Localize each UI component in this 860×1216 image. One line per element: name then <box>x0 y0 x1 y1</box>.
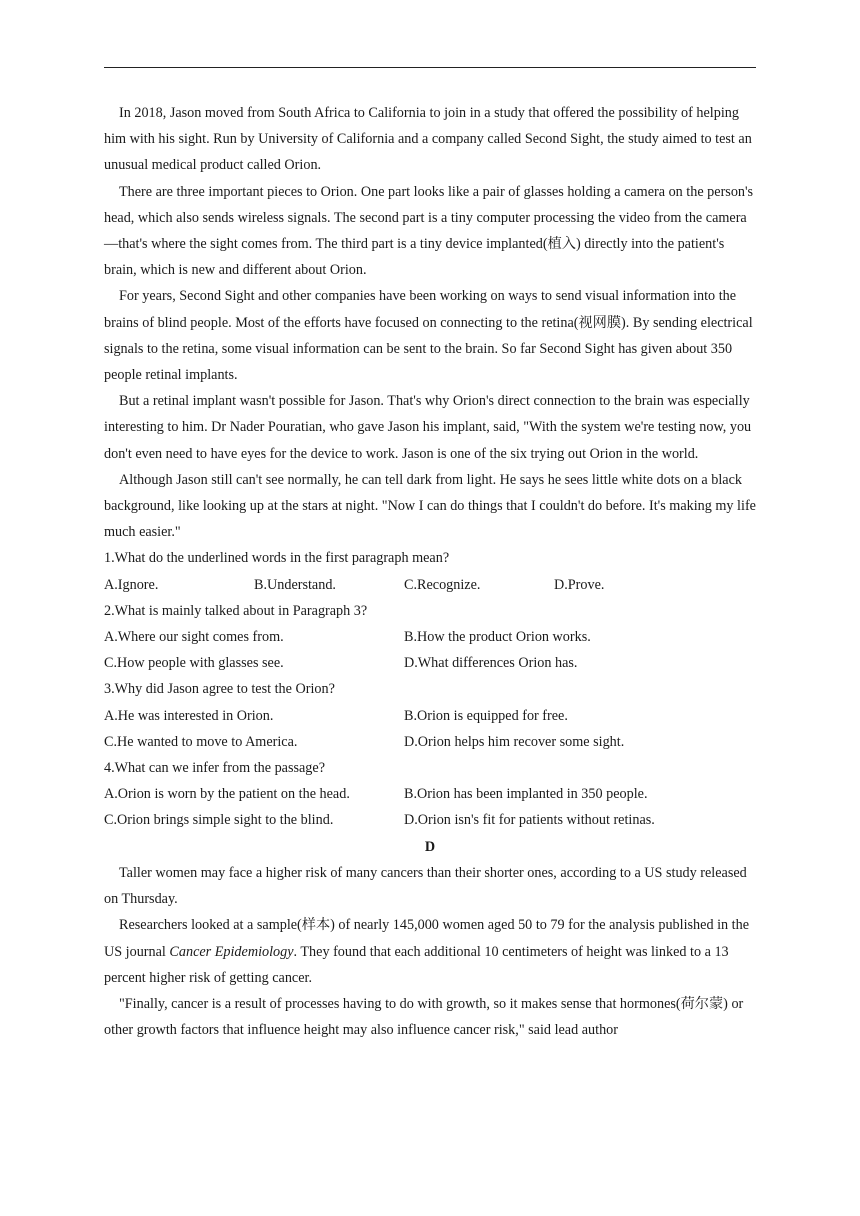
passage-c-paragraph-1: In 2018, Jason moved from South Africa to California to join in a study that offered the possibility of helping him with his sight. Run by University of California and a company called Second Sight, the study aimed to test an unusual medical product called Orion. <box>104 105 752 174</box>
passage-c-paragraph-4: But a retinal implant wasn't possible for Jason. That's why Orion's direct connection to the brain was especially interesting to him. Dr Nader Pouratian, who gave Jason his implant, said, "With the system we're testing now, you don't even need to have eyes for the device to work. Jason is one of the six trying out Orion in the world. <box>104 393 752 462</box>
question-3-options-row-1 <box>104 703 756 729</box>
section-d-paragraph-2 <box>104 912 756 991</box>
question-2-option-c: C.How people with glasses see. <box>104 655 284 672</box>
question-2-option-b: B.How the product Orion works. <box>404 629 591 646</box>
question-4-option-b: B.Orion has been implanted in 350 people. <box>404 786 648 803</box>
section-d-paragraph-1: Taller women may face a higher risk of many cancers than their shorter ones, according to a US study released on Thursday. <box>104 864 747 908</box>
question-4-options-row-2 <box>104 807 756 833</box>
passage-c-paragraph-3: For years, Second Sight and other companies have been working on ways to send visual information into the brains of blind people. Most of the efforts have focused on connecting to the retina(视网膜). By sending electrical signals to the retina, some visual information can be sent to the brain. So far Second Sight has given about 350 people retinal implants. <box>104 288 753 384</box>
question-4-stem: 4.What can we infer from the passage? <box>104 760 325 777</box>
question-1-option-b: B.Understand. <box>254 576 336 593</box>
question-1-option-c: C.Recognize. <box>404 576 481 593</box>
question-4-option-a: A.Orion is worn by the patient on the head. <box>104 786 350 803</box>
header-rule <box>104 67 756 68</box>
question-3-option-c: C.He wanted to move to America. <box>104 733 298 750</box>
passage-c-paragraph-2: There are three important pieces to Orion. One part looks like a pair of glasses holding a camera on the person's head, which also sends wireless signals. The second part is a tiny computer processing the video from the camera —that's where the sight comes from. The third part is a tiny device implanted(植入) directly into the patient's brain, which is new and different about Orion. <box>104 183 754 279</box>
question-2-option-d: D.What differences Orion has. <box>404 655 578 672</box>
question-3-option-b: B.Orion is equipped for free. <box>404 707 568 724</box>
question-3-option-d: D.Orion helps him recover some sight. <box>404 733 625 750</box>
passage-c-paragraph-5: Although Jason still can't see normally, he can tell dark from light. He says he sees little white dots on a black background, like looking up at the stars at night. "Now I can do things that I couldn't do before. It's making my life much easier." <box>104 471 756 541</box>
question-3-options-row-2 <box>104 729 756 755</box>
question-4-options-row-1 <box>104 781 756 807</box>
question-1-option-d: D.Prove. <box>554 576 605 593</box>
section-d-paragraph-2-lead: Researchers looked at a sample(样本) of nearly 145,000 women aged 50 to 79 for the analysis published in the US journal <box>104 917 749 960</box>
question-2-options-row-1 <box>104 624 756 650</box>
question-4-option-d: D.Orion isn's fit for patients without retinas. <box>404 812 655 829</box>
question-1-options <box>104 572 756 598</box>
question-4-option-c: C.Orion brings simple sight to the blind. <box>104 812 334 829</box>
question-1-stem: 1.What do the underlined words in the first paragraph mean? <box>104 550 450 567</box>
section-d-title: D <box>424 838 436 855</box>
document-body <box>104 100 756 1043</box>
question-2-stem: 2.What is mainly talked about in Paragraph 3? <box>104 602 368 619</box>
question-3-option-a: A.He was interested in Orion. <box>104 707 274 724</box>
question-3-stem: 3.Why did Jason agree to test the Orion? <box>104 681 335 698</box>
section-d-paragraph-2-tail: . They found that each additional 10 centimeters of height was linked to a 13 percent higher risk of getting cancer. <box>104 943 729 986</box>
question-1-option-a: A.Ignore. <box>104 576 159 593</box>
question-2-option-a: A.Where our sight comes from. <box>104 629 284 646</box>
question-2-options-row-2 <box>104 650 756 676</box>
journal-name: Cancer Epidemiology <box>169 943 294 960</box>
section-d-paragraph-3: "Finally, cancer is a result of processes having to do with growth, so it makes sense that hormones(荷尔蒙) or other growth factors that influence height may also influence cancer risk," said lead author <box>104 995 744 1039</box>
